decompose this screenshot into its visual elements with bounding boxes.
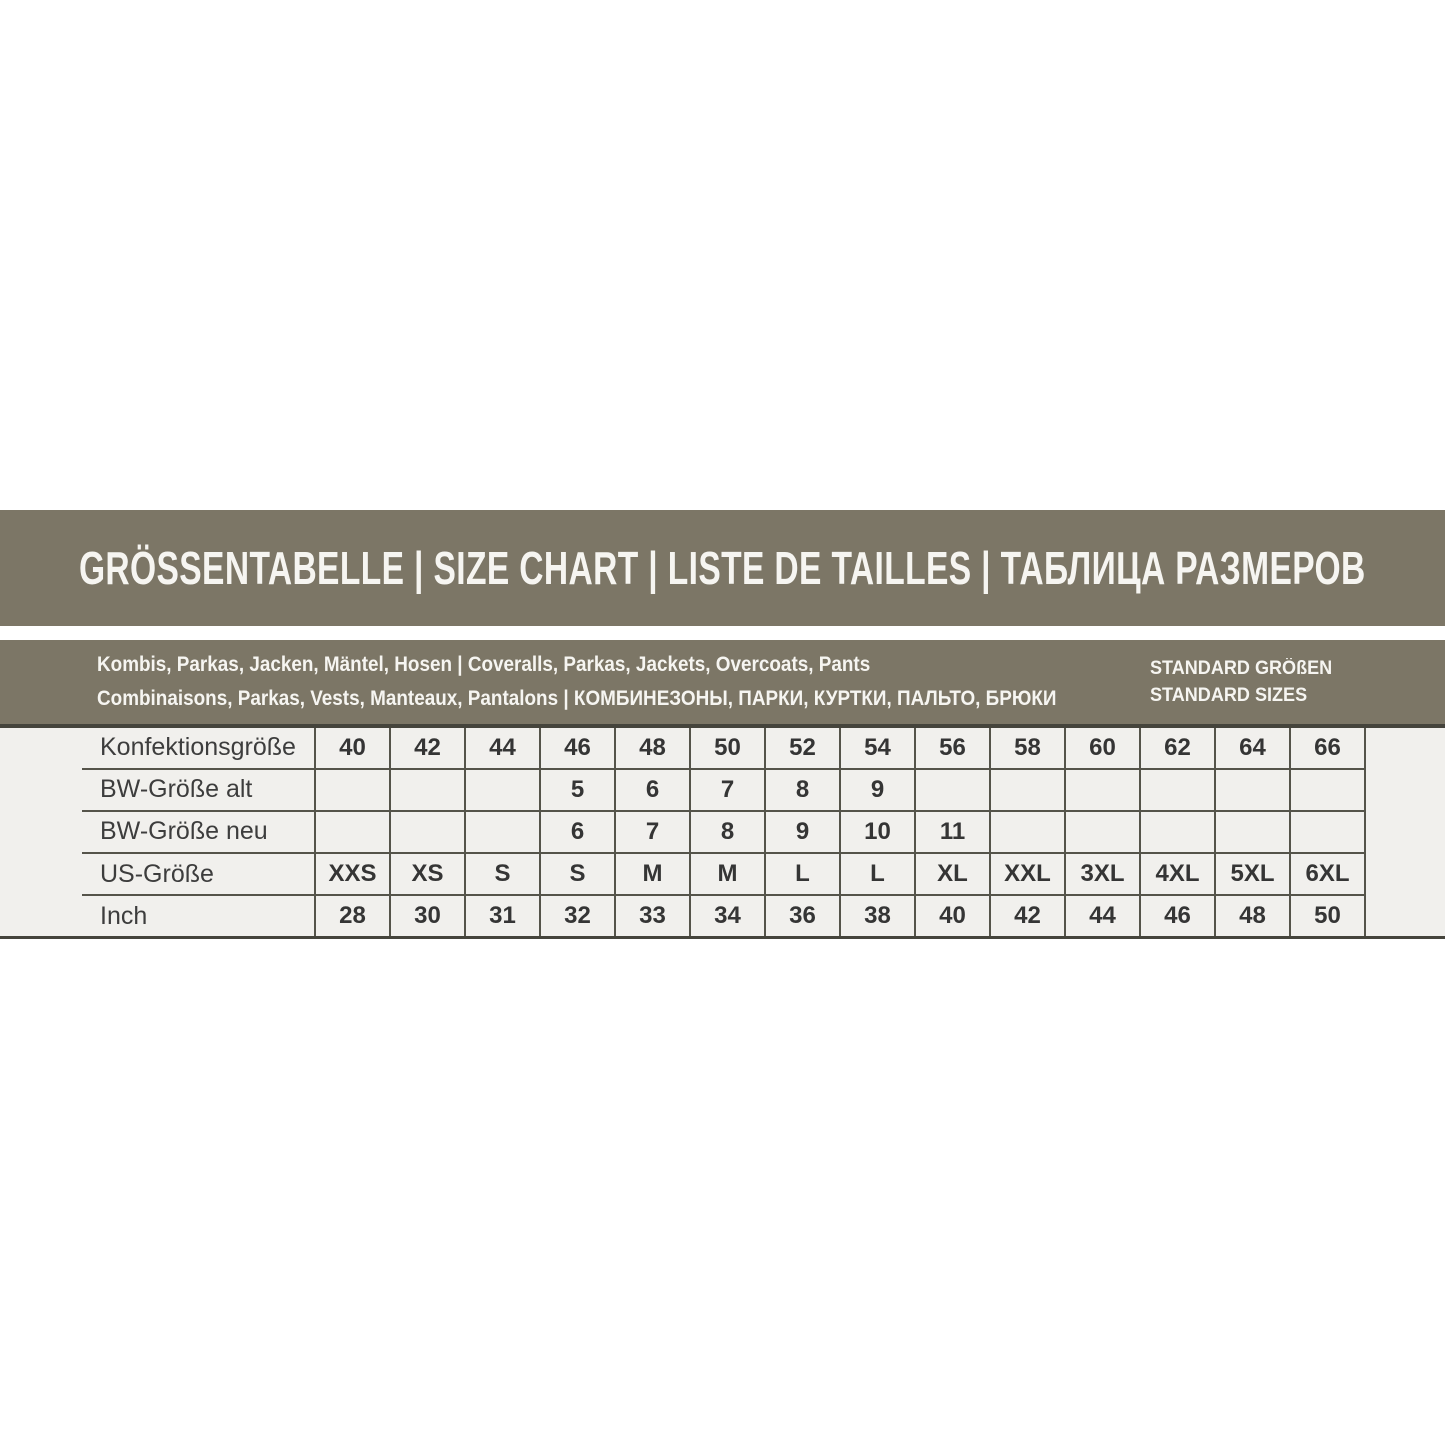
table-cell: 28	[315, 895, 390, 936]
category-line-fr-ru: Combinaisons, Parkas, Vests, Manteaux, Pantalons | КОМБИНЕЗОНЫ, ПАРКИ, КУРТКИ, ПАЛЬТО, БРЮКИ	[97, 687, 1057, 710]
row-label: US-Größe	[100, 859, 214, 888]
table-cell: 46	[1140, 895, 1215, 936]
table-cell: 5	[540, 769, 615, 811]
table-cell: 62	[1140, 728, 1215, 769]
table-cell: 52	[765, 728, 840, 769]
table-cell: 40	[315, 728, 390, 769]
table-cell: 11	[915, 811, 990, 853]
table-cell: 6	[540, 811, 615, 853]
title-banner	[0, 510, 1445, 626]
table-cell: XL	[915, 853, 990, 895]
table-cell: S	[540, 853, 615, 895]
table-cell: 33	[615, 895, 690, 936]
table-cell: L	[765, 853, 840, 895]
table-cell: 32	[540, 895, 615, 936]
table-cell	[390, 811, 465, 853]
table-cell: 48	[615, 728, 690, 769]
row-label: BW-Größe alt	[100, 775, 253, 804]
table-cell: 7	[690, 769, 765, 811]
table-cell: M	[690, 853, 765, 895]
table-cell: 50	[1290, 895, 1365, 936]
row-label: Inch	[100, 901, 148, 930]
table-row-bw-groesse-alt	[82, 769, 1365, 811]
standard-sizes-label	[1150, 655, 1332, 709]
table-cell: 8	[765, 769, 840, 811]
table-cell: 3XL	[1065, 853, 1140, 895]
table-cell: 42	[390, 728, 465, 769]
table-cell	[1140, 769, 1215, 811]
table-cell	[1140, 811, 1215, 853]
table-cell: 66	[1290, 728, 1365, 769]
table-cell: XXL	[990, 853, 1065, 895]
standard-sizes-line-en: STANDARD SIZES	[1150, 685, 1308, 706]
table-cell	[315, 811, 390, 853]
table-row-inch	[82, 895, 1365, 936]
table-cell: 44	[465, 728, 540, 769]
table-cell	[990, 769, 1065, 811]
table-cell: M	[615, 853, 690, 895]
table-cell: 40	[915, 895, 990, 936]
category-line-de-en: Kombis, Parkas, Jacken, Mäntel, Hosen | Coveralls, Parkas, Jackets, Overcoats, Pants	[97, 653, 871, 676]
table-cell	[1215, 811, 1290, 853]
table-cell	[1065, 811, 1140, 853]
standard-sizes-line-de: STANDARD GRÖßEN	[1150, 658, 1333, 679]
table-cell: 10	[840, 811, 915, 853]
table-cell: 44	[1065, 895, 1140, 936]
category-lines	[97, 648, 1056, 716]
table-cell: 38	[840, 895, 915, 936]
table-cell	[1065, 769, 1140, 811]
table-cell	[915, 769, 990, 811]
table-cell: 9	[765, 811, 840, 853]
table-cell	[315, 769, 390, 811]
table-cell: 9	[840, 769, 915, 811]
table-cell: S	[465, 853, 540, 895]
table-cell: L	[840, 853, 915, 895]
table-cell: 5XL	[1215, 853, 1290, 895]
table-cell: 58	[990, 728, 1065, 769]
table-row-us-groesse	[82, 853, 1365, 895]
table-cell: 64	[1215, 728, 1290, 769]
table-cell	[990, 811, 1065, 853]
table-cell: 6XL	[1290, 853, 1365, 895]
chart-title: GRÖSSENTABELLE | SIZE CHART | LISTE DE TAILLES | ТАБЛИЦА РАЗМЕРОВ	[79, 542, 1366, 594]
table-cell: XXS	[315, 853, 390, 895]
table-cell	[465, 811, 540, 853]
table-cell: 60	[1065, 728, 1140, 769]
table-cell: 36	[765, 895, 840, 936]
table-cell: 50	[690, 728, 765, 769]
row-label: Konfektionsgröße	[100, 733, 296, 762]
table-cell: XS	[390, 853, 465, 895]
table-cell: 4XL	[1140, 853, 1215, 895]
table-cell	[1290, 811, 1365, 853]
table-cell: 56	[915, 728, 990, 769]
size-table-band	[0, 724, 1445, 939]
table-cell: 48	[1215, 895, 1290, 936]
table-cell: 31	[465, 895, 540, 936]
row-label: BW-Größe neu	[100, 817, 268, 846]
table-cell: 46	[540, 728, 615, 769]
table-cell: 30	[390, 895, 465, 936]
size-table	[82, 728, 1366, 936]
table-cell: 7	[615, 811, 690, 853]
table-cell	[390, 769, 465, 811]
table-cell	[1215, 769, 1290, 811]
table-cell	[1290, 769, 1365, 811]
table-row-bw-groesse-neu	[82, 811, 1365, 853]
table-row-konfektionsgroesse	[82, 728, 1365, 769]
table-cell: 6	[615, 769, 690, 811]
table-cell: 34	[690, 895, 765, 936]
table-cell: 8	[690, 811, 765, 853]
category-banner	[0, 640, 1445, 724]
table-cell: 54	[840, 728, 915, 769]
table-cell: 42	[990, 895, 1065, 936]
table-cell	[465, 769, 540, 811]
